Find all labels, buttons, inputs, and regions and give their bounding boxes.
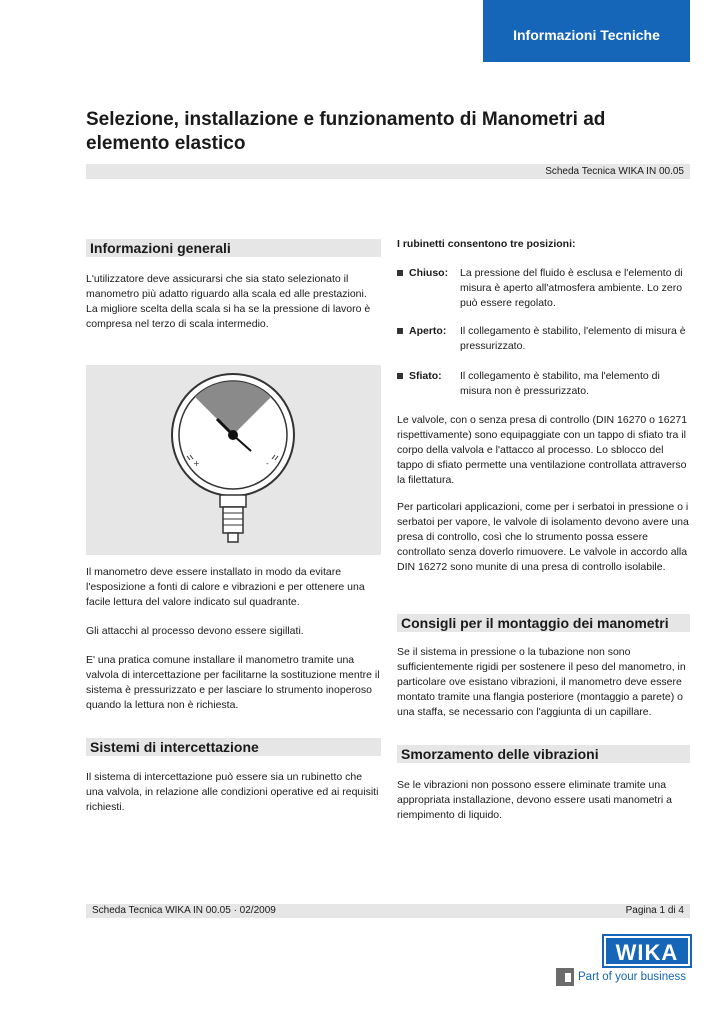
bullet-square-icon [397, 270, 403, 276]
slogan-text: Part of your business [578, 971, 687, 983]
position-desc: Il collegamento è stabilito, ma l'elemento di misura non è pressurizzato. [460, 370, 660, 397]
svg-text:-: - [266, 459, 269, 468]
section-tab [483, 0, 690, 62]
general-paragraph-4: E' una pratica comune installare il manometro tramite una valvola di intercettazione per facilitarne la sostituzione mentre il sistema è pressurizzato e per lasciare lo strumento inoperoso quando la lettura non è richiesta. [86, 654, 380, 711]
pressure-gauge-illustration [86, 365, 381, 555]
wika-logo: WIKA [604, 936, 690, 966]
position-item-open [397, 324, 690, 354]
position-term: Chiuso: [409, 267, 449, 279]
valves-paragraph: Le valvole, con o senza presa di controllo (DIN 16270 o 16271 rispettivamente) sono equipaggiate con un tappo di sfiato tra il corpo della valvola e l'attacco al processo. Lo sblocco del tappo di sfiato permette una ventilazione controllata attraverso la filettatura. [397, 414, 688, 486]
shutoff-paragraph-1: Il sistema di intercettazione può essere sia un rubinetto che una valvola, in relazione alle condizioni operative ed ai requisiti richiesti. [86, 771, 379, 813]
position-desc: Il collegamento è stabilito, l'elemento di misura è pressurizzato. [460, 325, 686, 352]
position-term: Aperto: [409, 325, 447, 337]
page-title: Selezione, installazione e funzionamento di Manometri ad elemento elastico [86, 109, 606, 154]
sheet-reference: Scheda Tecnica WIKA IN 00.05 [545, 166, 684, 177]
position-item-closed [397, 266, 690, 311]
footer-bar [86, 904, 690, 918]
bullet-square-icon [397, 328, 403, 334]
heading-general: Informazioni generali [86, 239, 381, 257]
heading-damping: Smorzamento delle vibrazioni [397, 745, 690, 763]
heading-mounting: Consigli per il montaggio dei manometri [397, 614, 690, 632]
position-item-vent [397, 369, 690, 399]
damping-paragraph: Se le vibrazioni non possono essere eliminate tramite una appropriata installazione, devono essere usati manometri a riempimento di liquido. [397, 779, 672, 821]
mounting-paragraph: Se il sistema in pressione o la tubazione non sono sufficientemente rigidi per sostenere il peso del manometro, in particolare ove esistano vibrazioni, il manometro deve essere montato tramite una flangia posteriore (montaggio a parete) o una staffa, se necessario con l'aggiunta di un capillare. [397, 646, 686, 718]
brand-mark-icon [556, 968, 574, 986]
sheet-reference-bar [86, 164, 690, 179]
bullet-square-icon [397, 373, 403, 379]
general-paragraph-1: L'utilizzatore deve assicurarsi che sia stato selezionato il manometro più adatto riguardo alla scala ed alle prestazioni. La migliore scelta della scala si ha se la pressione di lavoro è compresa nel terzo di scala intermedio. [86, 273, 371, 330]
heading-shutoff: Sistemi di intercettazione [86, 738, 381, 756]
gauge-figure [86, 365, 381, 555]
applications-paragraph: Per particolari applicazioni, come per i serbatoi in pressione o i serbatoi per vapore, le valvole di isolamento devono avere una presa di controllo, così che lo strumento possa essere controllato senza doverlo rimuovere. Le valvole in accordo alla DIN 16272 sono munite di una presa di controllo isolabile. [397, 501, 689, 573]
position-desc: La pressione del fluido è esclusa e l'elemento di misura è aperto all'atmosfera ambiente. Lo zero può essere regolato. [460, 267, 683, 309]
position-term: Sfiato: [409, 370, 442, 382]
general-paragraph-2: Il manometro deve essere installato in modo da evitare l'esposizione a fonti di calore e vibrazioni e per ottenere una facile lettura del valore indicato sul quadrante. [86, 566, 365, 608]
brand-slogan [556, 968, 690, 986]
page-number: Pagina 1 di 4 [625, 905, 684, 916]
section-tab-label: Informazioni Tecniche [513, 27, 660, 43]
general-paragraph-3: Gli attacchi al processo devono essere sigillati. [86, 625, 304, 637]
footer-reference: Scheda Tecnica WIKA IN 00.05 · 02/2009 [92, 905, 276, 916]
svg-text:+: + [193, 459, 200, 468]
positions-intro: I rubinetti consentono tre posizioni: [397, 238, 576, 250]
